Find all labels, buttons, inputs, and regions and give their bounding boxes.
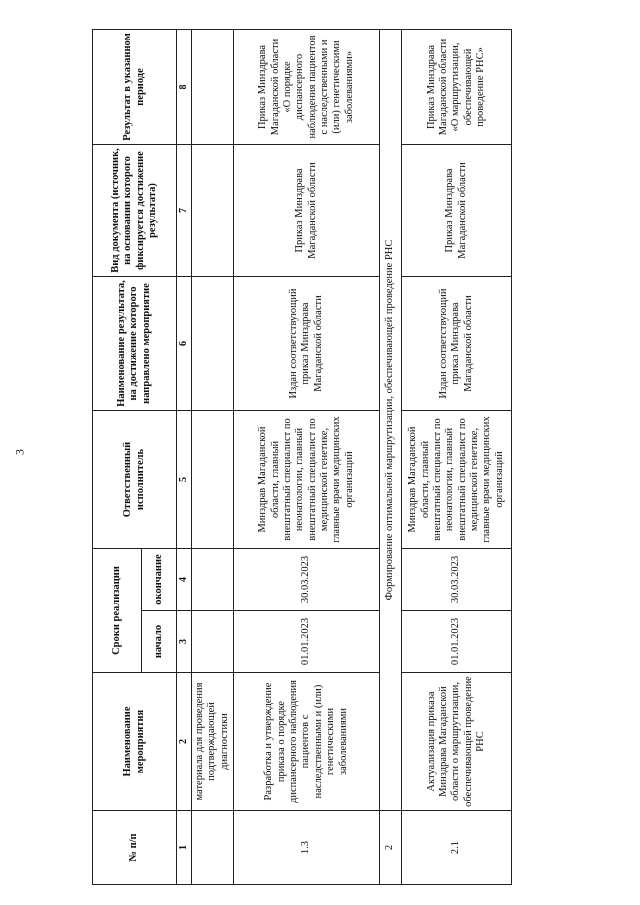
col-number: 1: [177, 811, 192, 885]
section-row: [380, 30, 402, 885]
header-executor: Ответственный исполнитель: [93, 411, 177, 549]
cell-result-name: [192, 277, 234, 411]
header-start: начало: [142, 611, 177, 673]
page-number: 3: [12, 449, 27, 455]
header-num: № п/п: [93, 811, 177, 885]
plan-table: [92, 29, 512, 885]
cell-executor: Минздрав Магаданской области, главный внештатный специалист по неонатологии, главный внештатный специалист по медицинской генетике, главные врачи медицинских организаций: [234, 411, 380, 549]
cell-start: 01.01.2023: [234, 611, 380, 673]
cell-executor: [192, 411, 234, 549]
section-title: Формирование оптимальной маршрутизации, обеспечивающей проведение РНС: [380, 30, 402, 811]
cell-end: [192, 549, 234, 611]
cell-start: [192, 611, 234, 673]
cell-doc-type: [192, 145, 234, 277]
header-deadlines: Сроки реализации: [93, 549, 142, 673]
table-row: [402, 30, 512, 885]
header-result-name: Наименование результата, на достижение которого направлено мероприятие: [93, 277, 177, 411]
cell-executor: Минздрав Магаданской области, главный внештатный специалист по неонатологии, главный внештатный специалист по медицинской генетике, главные врачи медицинских организаций: [402, 411, 512, 549]
cell-num: 2.1: [402, 811, 512, 885]
col-number: 5: [177, 411, 192, 549]
header-name: Наименование мероприятия: [93, 673, 177, 811]
cell-name: материала для проведения подтверждающей диагностики: [192, 673, 234, 811]
header-result-period: Результат в указанном периоде: [93, 30, 177, 145]
cell-end: 30.03.2023: [402, 549, 512, 611]
col-number: 4: [177, 549, 192, 611]
cell-end: 30.03.2023: [234, 549, 380, 611]
cell-result-period: Приказ Минздрава Магаданской области «О маршрутизации, обеспечивающей проведение РНС»: [402, 30, 512, 145]
cell-name: Актуализация приказа Минздрава Магаданской области о маршрутизации, обеспечивающей проведение РНС: [402, 673, 512, 811]
document-sheet: [92, 30, 505, 885]
table-row: [234, 30, 380, 885]
cell-result-name: Издан соответствующий приказ Минздрава Магаданской области: [234, 277, 380, 411]
cell-result-name: Издан соответствующий приказ Минздрава Магаданской области: [402, 277, 512, 411]
cell-result-period: Приказ Минздрава Магаданской области «О порядке диспансерного наблюдения пациентов с наследственными и (или) генетическими заболеваниями»: [234, 30, 380, 145]
col-number: 8: [177, 30, 192, 145]
col-number: 2: [177, 673, 192, 811]
col-number: 6: [177, 277, 192, 411]
table-row: [192, 30, 234, 885]
cell-num: 1.3: [234, 811, 380, 885]
header-doc-type: Вид документа (источник, на основании которого фиксируется достижение результата): [93, 145, 177, 277]
cell-doc-type: Приказ Минздрава Магаданской области: [234, 145, 380, 277]
table-rotated-container: [92, 30, 505, 885]
cell-start: 01.01.2023: [402, 611, 512, 673]
col-number: 3: [177, 611, 192, 673]
header-row: [93, 30, 142, 885]
cell-name: Разработка и утверждение приказа о порядке диспансерного наблюдения пациентов с наследственными и (или) генетическими заболеваниями: [234, 673, 380, 811]
header-end: окончание: [142, 549, 177, 611]
cell-num: [192, 811, 234, 885]
section-num: 2: [380, 811, 402, 885]
cell-doc-type: Приказ Минздрава Магаданской области: [402, 145, 512, 277]
cell-result-period: [192, 30, 234, 145]
col-number: 7: [177, 145, 192, 277]
column-numbers-row: [177, 30, 192, 885]
